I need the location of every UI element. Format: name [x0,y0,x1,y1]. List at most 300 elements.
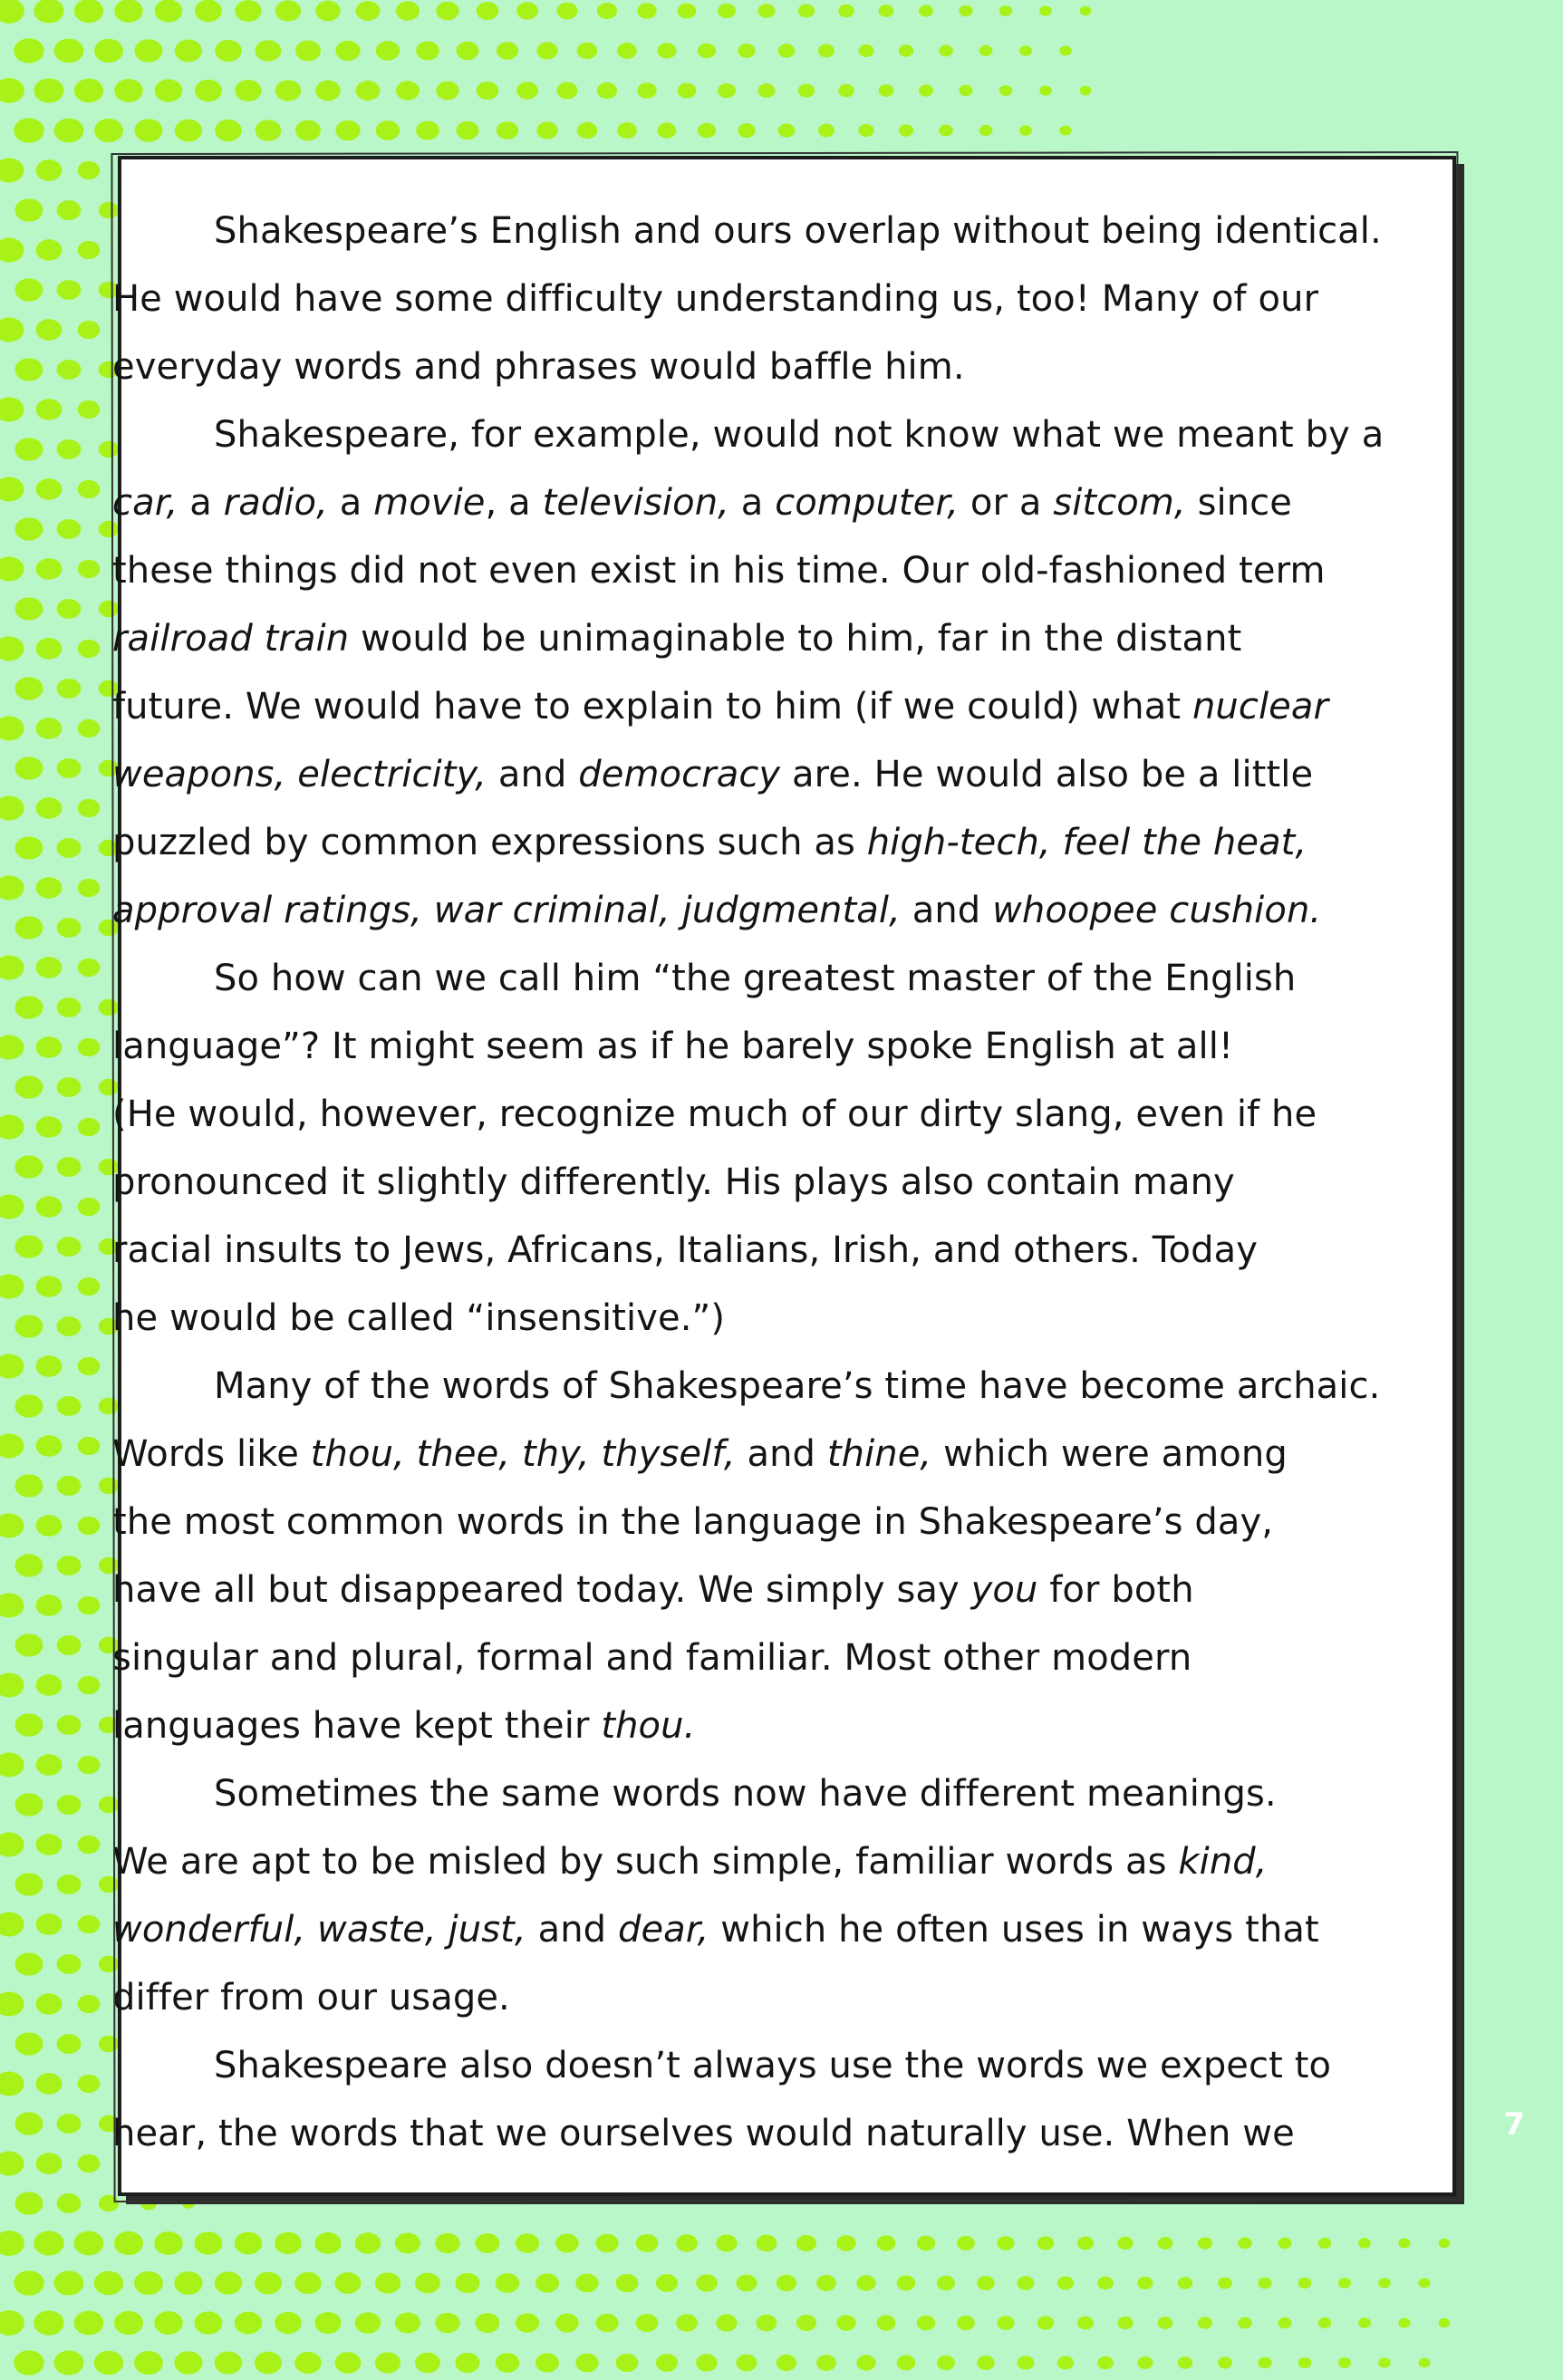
halftone-dot [15,1474,43,1497]
text-line [112,1964,1402,2032]
text-line [112,1081,1402,1149]
halftone-dot [114,2311,143,2335]
halftone-dot [99,441,120,458]
halftone-dot [1077,2237,1094,2250]
italic-term: approval ratings, war criminal, judgmental, [112,890,901,931]
halftone-dot [57,2034,82,2054]
text-run: and [526,1909,618,1951]
halftone-dot [716,2314,737,2331]
halftone-dot [78,400,101,419]
halftone-dot [78,1756,101,1774]
italic-term: movie [373,482,486,524]
halftone-dot [0,397,24,421]
text-run: language”? It might seem as if he barely spoke English at all! [112,1026,1234,1067]
halftone-dot [15,2032,43,2055]
halftone-dot [1019,45,1032,56]
halftone-dot [14,38,43,63]
text-line [112,605,1402,673]
halftone-dot [838,84,854,97]
text-line [112,1013,1402,1081]
halftone-dot [636,2314,658,2332]
halftone-dot [575,2354,598,2373]
halftone-dot [335,120,360,140]
italic-term: you [970,1569,1038,1611]
halftone-dot [0,1354,24,1378]
halftone-dot [1039,5,1052,15]
halftone-dot [536,42,557,59]
body-paragraph [112,198,1402,401]
halftone-dot [396,81,420,100]
halftone-dot [1318,2317,1332,2328]
halftone-dot [1039,85,1052,95]
italic-term: railroad train [112,618,350,660]
halftone-dot [1398,2318,1410,2328]
halftone-dot [919,84,933,96]
halftone-dot [879,84,894,97]
halftone-dot [1358,2317,1371,2327]
halftone-dot [78,161,101,179]
halftone-dot [134,2271,163,2295]
halftone-dot [57,679,82,699]
halftone-dot [757,2315,777,2332]
halftone-dot [0,78,24,103]
halftone-dot [57,1954,82,1974]
halftone-dot [555,2313,579,2332]
halftone-dot [375,2272,400,2293]
halftone-dot [0,1752,24,1777]
halftone-dot [78,241,101,259]
halftone-dot [0,795,24,820]
halftone-dot [78,2075,101,2093]
text-run: So how can we call him “the greatest master of the English [214,958,1297,999]
halftone-dot [294,2272,321,2294]
halftone-dot [1358,2238,1371,2248]
halftone-dot [15,198,43,221]
halftone-dot [0,2151,24,2175]
halftone-dot [415,2273,440,2294]
italic-term: thine, [826,1433,932,1475]
halftone-dot [78,1437,101,1455]
halftone-dot [36,957,63,978]
halftone-dot [78,1995,101,2013]
text-run: and [735,1433,827,1475]
halftone-dot [395,2313,420,2334]
halftone-dot [877,2315,896,2330]
halftone-dot [57,1635,82,1655]
halftone-dot [595,2234,618,2253]
halftone-dot [1439,2239,1451,2248]
halftone-dot [15,2192,43,2214]
text-run: everyday words and phrases would baffle him. [112,346,965,388]
text-line [112,1421,1402,1489]
halftone-dot [497,121,518,140]
halftone-dot [816,2355,836,2371]
halftone-dot [78,959,101,977]
halftone-dot [535,2273,559,2292]
halftone-dot [457,121,479,140]
halftone-dot [777,2275,796,2291]
halftone-dot [597,3,617,19]
halftone-dot [54,119,84,143]
halftone-dot [57,599,82,619]
text-line [112,1556,1402,1624]
halftone-dot [577,43,598,60]
halftone-dot [557,3,578,20]
halftone-dot [36,1595,63,1616]
italic-term: whoopee cushion. [992,890,1322,931]
halftone-dot [637,3,656,19]
halftone-dot [275,80,301,101]
text-run: future. We would have to explain to him (if we could) what [112,686,1192,727]
italic-term: sitcom, [1053,482,1186,524]
halftone-dot [14,118,43,142]
halftone-dot [617,122,637,139]
halftone-dot [36,1754,63,1776]
text-run: a [327,482,374,524]
halftone-dot [57,1077,82,1097]
body-paragraph [112,401,1402,945]
halftone-dot [836,2315,856,2331]
halftone-dot [57,1316,82,1336]
halftone-dot [1378,2357,1391,2367]
halftone-dot [78,1836,101,1854]
halftone-dot [957,2236,975,2250]
text-line [112,2100,1402,2168]
halftone-dot [36,1355,63,1377]
halftone-dot [0,955,24,979]
halftone-dot [57,997,82,1017]
halftone-dot [436,2,458,21]
halftone-dot [74,2231,104,2256]
halftone-dot [718,83,736,98]
halftone-dot [657,122,676,138]
halftone-dot [57,200,82,220]
halftone-dot [696,2354,718,2371]
halftone-dot [1398,2239,1410,2249]
halftone-dot [435,2313,459,2333]
halftone-dot [678,4,697,19]
halftone-dot [57,758,82,778]
halftone-dot [15,1075,43,1098]
halftone-dot [455,2273,479,2293]
halftone-dot [36,638,63,660]
halftone-dot [1258,2357,1271,2369]
halftone-dot [1338,2278,1351,2288]
halftone-dot [999,5,1012,16]
halftone-dot [1278,2238,1291,2249]
italic-term: dear, [617,1909,709,1951]
halftone-dot [1238,2317,1252,2329]
text-run: a [728,482,776,524]
halftone-dot [676,2234,698,2252]
text-run: have all but disappeared today. We simply say [112,1569,971,1611]
halftone-dot [0,477,24,501]
italic-term: nuclear [1192,686,1329,727]
halftone-dot [395,2233,420,2254]
halftone-dot [57,838,82,858]
halftone-dot [777,2355,796,2371]
halftone-dot [315,1,341,22]
halftone-dot [698,123,716,139]
halftone-dot [858,124,873,137]
halftone-dot [99,1797,120,1813]
text-line [112,1692,1402,1760]
halftone-dot [477,82,499,100]
halftone-dot [798,4,815,17]
halftone-dot [917,2236,935,2251]
halftone-dot [14,2270,44,2296]
halftone-dot [0,1194,24,1219]
halftone-dot [275,0,301,21]
text-run: He would have some difficulty understanding us, too! Many of our [112,278,1319,320]
text-run: Shakespeare also doesn’t always use the words we expect to [214,2045,1332,2086]
halftone-dot [0,2071,24,2096]
halftone-dot [94,2351,123,2375]
halftone-dot [375,2352,400,2373]
halftone-dot [796,2315,816,2331]
halftone-dot [979,125,993,136]
text-line [163,198,1402,265]
halftone-dot [738,43,755,58]
halftone-dot [36,239,63,261]
halftone-dot [15,1952,43,1975]
halftone-dot [939,125,953,137]
halftone-dot [597,82,617,99]
halftone-dot [57,1396,82,1416]
text-run: are. He would also be a little [780,754,1314,795]
halftone-dot [957,2316,975,2330]
halftone-dot [140,2196,157,2210]
halftone-dot [757,83,775,98]
halftone-dot [1178,2356,1193,2369]
halftone-dot [455,2353,479,2373]
halftone-dot [636,2234,658,2252]
text-run: or a [959,482,1054,524]
halftone-dot [979,45,993,56]
halftone-dot [0,1035,24,1059]
halftone-dot [698,43,716,59]
halftone-dot [877,2235,896,2250]
italic-term: television, [542,482,729,524]
halftone-dot [335,2272,362,2294]
halftone-dot [54,39,84,63]
halftone-dot [215,2271,243,2294]
halftone-dot [134,119,162,142]
halftone-dot [997,2236,1014,2250]
halftone-dot [78,799,101,817]
text-line [163,945,1402,1013]
halftone-dot [78,1517,101,1535]
halftone-dot [99,202,120,218]
text-run: which he often uses in ways that [709,1909,1319,1951]
halftone-dot [1037,2316,1055,2329]
halftone-dot [57,2114,82,2134]
halftone-dot [997,2316,1014,2330]
halftone-dot [1318,2238,1332,2249]
halftone-dot [1137,2277,1153,2289]
halftone-dot [676,2314,698,2332]
halftone-dot [155,0,183,23]
halftone-dot [78,1596,101,1614]
halftone-dot [595,2314,618,2333]
halftone-dot [416,41,439,60]
halftone-dot [34,0,63,24]
italic-term: computer, [775,482,960,524]
halftone-dot [15,1394,43,1417]
halftone-dot [335,41,360,61]
halftone-dot [15,517,43,540]
halftone-dot [57,360,82,380]
text-line [112,1285,1402,1353]
halftone-dot [78,1676,101,1694]
halftone-dot [15,1793,43,1816]
halftone-dot [255,2352,282,2375]
halftone-dot [0,158,24,182]
halftone-dot [496,2273,520,2293]
halftone-dot [15,1235,43,1257]
halftone-dot [678,83,697,99]
halftone-dot [1117,2237,1133,2250]
halftone-dot [858,44,873,57]
halftone-dot [1137,2356,1153,2369]
halftone-dot [78,879,101,897]
halftone-dot [919,5,933,16]
halftone-dot [14,2350,44,2375]
halftone-dot [476,2233,500,2253]
halftone-dot [778,43,796,57]
halftone-dot [15,438,43,460]
halftone-dot [335,2352,362,2374]
halftone-dot [657,43,676,58]
halftone-dot [1097,2356,1114,2370]
halftone-dot [315,81,341,101]
halftone-dot [716,2234,737,2251]
halftone-dot [1238,2238,1252,2250]
halftone-dot [114,2231,143,2255]
italic-term: democracy [578,754,781,795]
halftone-dot [616,2274,639,2292]
text-run: singular and plural, formal and familiar. Most other modern [112,1637,1192,1679]
halftone-dot [57,1556,82,1575]
halftone-dot [1378,2278,1391,2288]
halftone-dot [376,120,400,140]
text-run: Shakespeare’s English and ours overlap without being identical. [214,210,1382,252]
halftone-dot [796,2235,816,2251]
halftone-dot [1059,126,1071,136]
body-paragraph [112,1353,1402,1760]
halftone-dot [616,2354,639,2372]
halftone-dot [1080,6,1092,16]
halftone-dot [818,44,835,58]
halftone-dot [656,2274,678,2292]
halftone-dot [34,2231,63,2255]
halftone-dot [959,5,972,16]
text-line [112,265,1402,333]
halftone-dot [15,1873,43,1895]
halftone-dot [294,2352,321,2374]
halftone-dot [577,122,598,140]
halftone-dot [917,2316,935,2331]
halftone-dot [355,2312,381,2333]
halftone-dot [99,2036,120,2052]
halftone-dot [15,358,43,381]
halftone-dot [15,1633,43,1656]
halftone-dot [275,2232,302,2254]
text-run: hear, the words that we ourselves would naturally use. When we [112,2113,1295,2154]
text-run: a [178,482,224,524]
halftone-dot [1059,46,1071,56]
halftone-dot [0,1593,24,1617]
halftone-dot [0,317,24,342]
halftone-dot [314,2312,341,2334]
halftone-dot [838,5,854,17]
halftone-dot [555,2233,579,2252]
halftone-dot [0,875,24,900]
text-line [163,2032,1402,2100]
halftone-dot [36,159,63,181]
halftone-dot [977,2356,994,2370]
halftone-dot [1278,2317,1291,2328]
halftone-dot [74,0,103,23]
halftone-dot [0,1672,24,1697]
halftone-dot [457,42,479,60]
text-panel [112,156,1456,2196]
text-run: and [487,754,579,795]
halftone-dot [355,2232,381,2253]
halftone-dot [74,79,103,102]
halftone-dot [36,1834,63,1855]
halftone-dot [798,83,815,97]
halftone-dot [36,1674,63,1696]
halftone-dot [182,2198,195,2209]
halftone-dot [778,123,796,137]
halftone-dot [78,640,101,658]
halftone-dot [15,996,43,1018]
halftone-dot [496,2353,520,2373]
halftone-dot [757,4,775,18]
halftone-dot [0,2231,24,2256]
halftone-dot [215,2351,243,2374]
halftone-dot [78,1198,101,1216]
halftone-dot [1057,2276,1074,2289]
text-run: since [1185,482,1292,524]
halftone-dot [879,5,894,17]
italic-term: car, [112,482,178,524]
halftone-dot [516,2313,539,2333]
italic-term: high-tech, feel the heat, [866,822,1307,863]
halftone-dot [497,42,518,60]
halftone-dot [15,836,43,859]
text-line [112,1624,1402,1692]
halftone-dot [757,2235,777,2252]
halftone-dot [0,1912,24,1936]
halftone-dot [36,1036,63,1058]
text-line [112,1896,1402,1964]
text-run: and [900,890,993,931]
halftone-dot [736,2275,757,2292]
text-run: racial insults to Jews, Africans, Italians, Irish, and others. Today [112,1229,1258,1271]
halftone-dot [15,597,43,620]
halftone-dot [818,124,835,138]
halftone-dot [516,82,538,99]
halftone-dot [15,1315,43,1337]
text-line [112,741,1402,809]
halftone-dot [57,280,82,300]
text-line [112,809,1402,877]
halftone-dot [114,79,143,102]
halftone-dot [1080,86,1092,96]
halftone-dot [939,45,953,57]
